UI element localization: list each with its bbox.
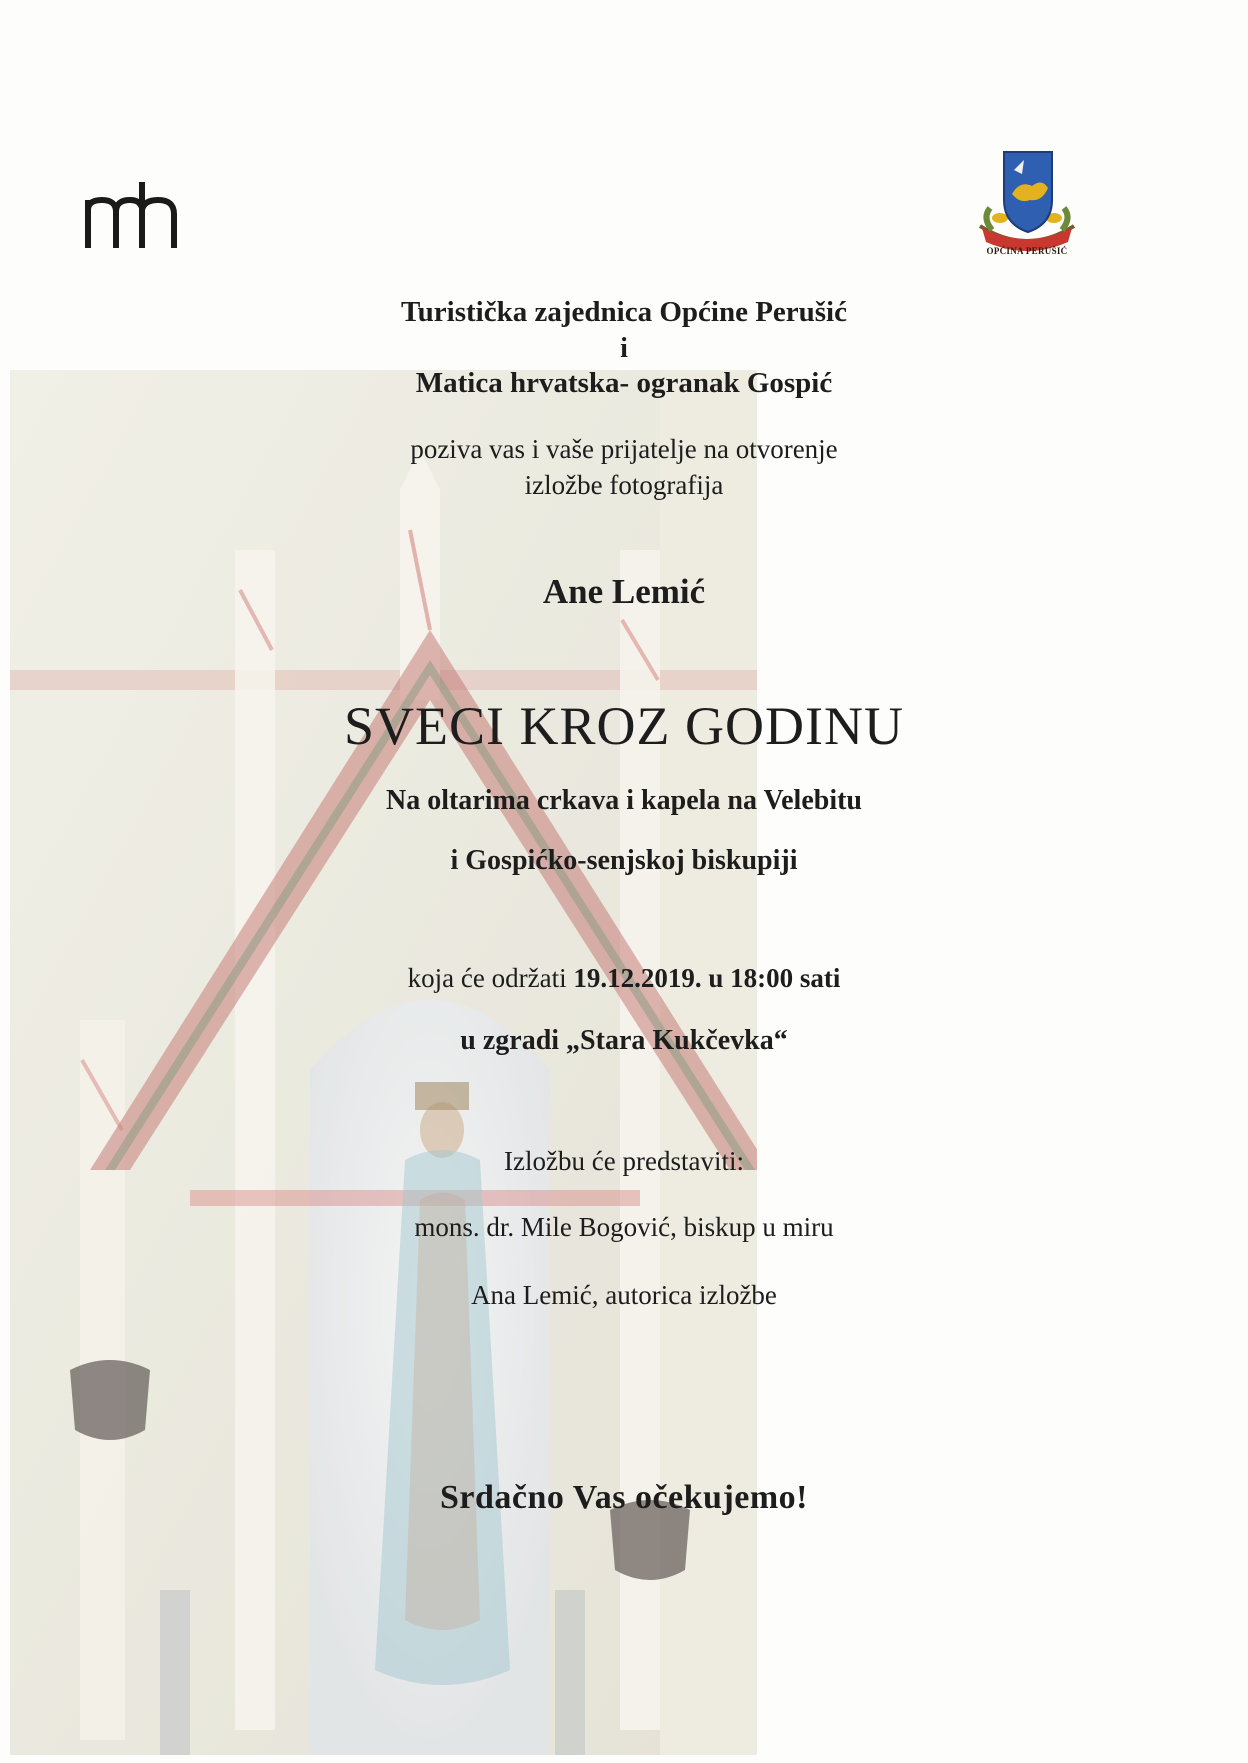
organizer-line-1: Turistička zajednica Općine Perušić: [401, 296, 847, 328]
exhibition-subtitle-1: Na oltarima crkava i kapela na Velebitu: [385, 785, 862, 816]
invitation-line-2: izložbe fotografija: [524, 470, 724, 500]
presenter-item: mons. dr. Mile Bogović, biskup u miru: [414, 1212, 834, 1242]
invitation-line-1: poziva vas i vaše prijatelje na otvorenje: [410, 434, 838, 464]
presenters-heading: Izložbu će predstaviti:: [504, 1146, 744, 1176]
organizer-connector: i: [620, 333, 628, 364]
author-name: Ane Lemić: [542, 572, 706, 611]
event-date-time: [0, 963, 1248, 994]
closing-greeting: Srdačno Vas očekujemo!: [439, 1479, 809, 1516]
organizer-line-2: Matica hrvatska- ogranak Gospić: [415, 367, 833, 399]
matica-hrvatska-logo: [82, 182, 190, 248]
event-date-value: 19.12.2019. u 18:00 sati: [573, 963, 841, 993]
event-date-prefix: koja će održati: [407, 963, 574, 993]
presenter-item: Ana Lemić, autorica izložbe: [471, 1280, 777, 1310]
opcina-perusic-crest: [972, 148, 1082, 258]
event-location: u zgradi „Stara Kukčevka“: [460, 1025, 788, 1056]
exhibition-title: SVECI KROZ GODINU: [344, 696, 904, 756]
exhibition-subtitle-2: i Gospićko-senjskoj biskupiji: [450, 845, 798, 876]
crest-caption: OPĆINA PERUŠIĆ: [986, 246, 1068, 256]
